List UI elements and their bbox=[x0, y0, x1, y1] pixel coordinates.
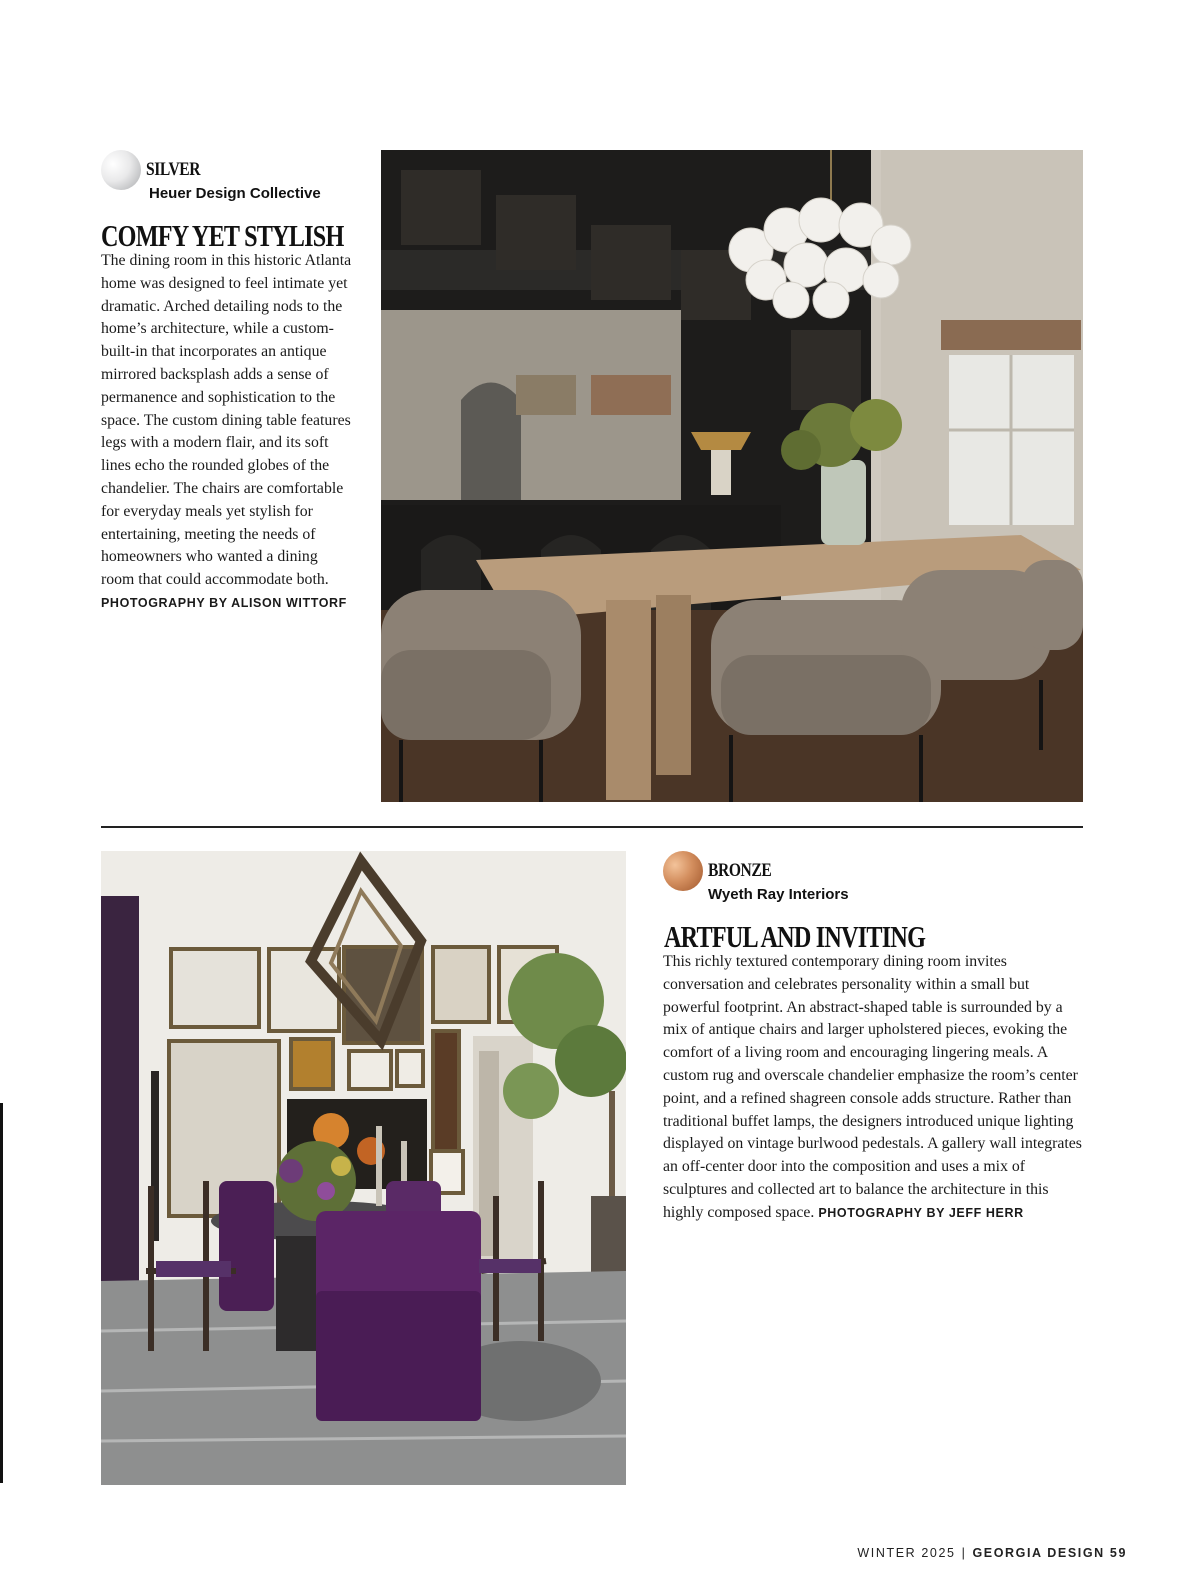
article-headline: ARTFUL AND INVITING bbox=[664, 919, 926, 954]
design-firm-name: Wyeth Ray Interiors bbox=[708, 886, 849, 903]
issue-date: WINTER 2025 bbox=[857, 1546, 956, 1560]
folio-separator: | bbox=[961, 1546, 967, 1560]
article-body-text: The dining room in this historic Atlanta home was designed to feel intimate yet dramatic. Arched detailing nods to the home’s architecture, while a custom-built-in that incorporates an antique mirrored backsplash adds a sense of permanence and sophistication to the space. The custom dining table features legs with a modern flair, and its soft lines echo the rounded globes of the chandelier. The chairs are comfortable for everyday meals yet stylish for entertaining, meeting the needs of homeowners who wanted a dining room that could accommodate both. bbox=[101, 252, 352, 589]
magazine-name: GEORGIA DESIGN bbox=[972, 1546, 1105, 1560]
photo-credit: PHOTOGRAPHY BY JEFF HERR bbox=[818, 1205, 1024, 1220]
article-body bbox=[663, 951, 1088, 1225]
page-edge-mark bbox=[0, 1103, 3, 1483]
award-level-label: BRONZE bbox=[708, 860, 772, 881]
section-divider bbox=[101, 826, 1083, 828]
page-folio bbox=[857, 1546, 1127, 1560]
page-number: 59 bbox=[1109, 1546, 1127, 1560]
award-level-label: SILVER bbox=[146, 159, 201, 180]
photo-credit: PHOTOGRAPHY BY ALISON WITTORF bbox=[101, 595, 347, 610]
article-body-text: This richly textured contemporary dining room invites conversation and celebrates personality within a small but powerful footprint. An abstract-shaped table is surrounded by a mix of antique chairs and larger upholstered pieces, evoking the comfort of a living room and encouraging lingering meals. A custom rug and overscale chandelier emphasize the room’s center point, and a refined shagreen console adds structure. Rather than traditional buffet lamps, the designers introduced unique lighting displayed on vintage burlwood pedestals. A gallery wall integrates an off-center door into the composition and uses a mix of sculptures and collected art to balance the architecture in this highly composed space. bbox=[663, 953, 1082, 1221]
silver-medal-icon bbox=[101, 150, 141, 190]
dining-room-photo-silver bbox=[381, 150, 1083, 802]
article-headline: COMFY YET STYLISH bbox=[101, 218, 344, 253]
article-body bbox=[101, 250, 353, 615]
bronze-medal-icon bbox=[663, 851, 703, 891]
dining-room-photo-bronze bbox=[101, 851, 626, 1485]
design-firm-name: Heuer Design Collective bbox=[149, 185, 321, 202]
